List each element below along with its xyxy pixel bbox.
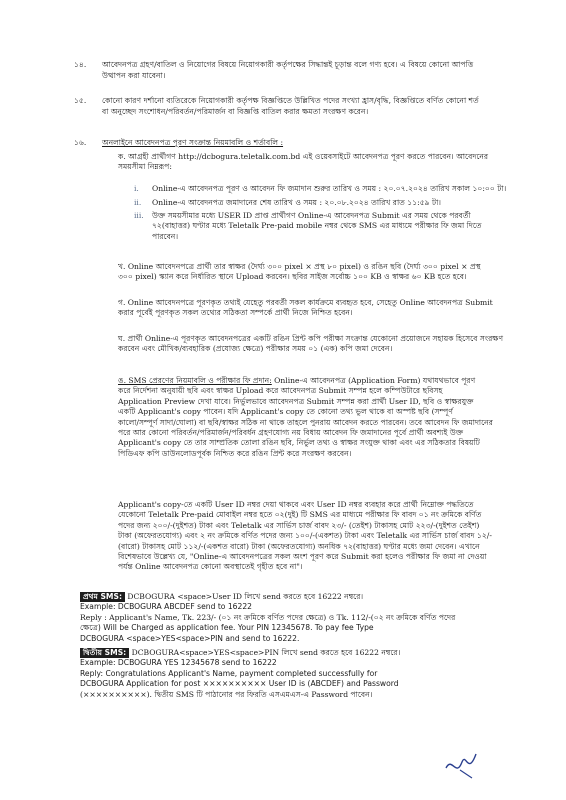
timeline-text: Online-এ আবেদনপত্র জমাদানের শেষ তারিখ ও সময় : ২০.০৮.২০২৪ তারিখ রাত ১১:৫৯ টা। xyxy=(152,198,442,207)
clause-number: ১৪. xyxy=(74,60,87,69)
second-sms-label: দ্বিতীয় SMS: xyxy=(80,648,129,658)
timeline-text: Online-এ আবেদনপত্র পূরণ ও আবেদন ফি জমাদান শুরুর তারিখ ও সময় : ২০.০৭.২০২৪ তারিখ সকাল ১০:০০ টা। xyxy=(152,184,507,193)
sub-clause-line: Online-এ আবেদনপত্র (Application Form) যথাযথভাবে পূরণ xyxy=(271,376,476,385)
sms-reply-line: DCBOGURA <space>YES<space>PIN and send to 16222. xyxy=(80,633,300,643)
sms-instruction: DCBOGURA<space>YES<space>PIN লিখে send করতে হবে 16222 নম্বরে। xyxy=(129,648,401,657)
timeline-text: ৭২(বাহাত্তর) ঘণ্টার মধ্যে Teletalk Pre-paid mobile নম্বর থেকে SMS এর মাধ্যমে পরীক্ষার ফি জমা দিতে xyxy=(152,221,482,231)
sub-clause-line: করবেন এবং মৌখিক/ব্যবহারিক (প্রযোজ্য ক্ষেত্রে) পরীক্ষার সময় ০১ (এক) কপি জমা দেবেন। xyxy=(118,344,393,354)
clause-15 xyxy=(0,96,566,120)
sub-clause-line: ঘ. প্রার্থী Online-এ পূরণকৃত আবেদনপত্রের একটি রঙিন প্রিন্ট কপি পরীক্ষা সংক্রান্ত যেকোনো প্রয়োজনে সহায়ক হিসেবে সংরক্ষণ xyxy=(118,334,504,343)
paragraph-line: বিশেষভাবে উল্লেখ্য যে, "Online-এ আবেদনপত্রের সকল অংশ পূরণ করে Submit করা হলেও পরীক্ষার ফি জমা না দেওয়া xyxy=(118,552,487,562)
sms-reply-line: DCBOGURA Application for post ×××××××××× User ID is (ABCDEF) and Password xyxy=(80,679,399,689)
clause-text-line: কোনো কারণ দর্শানো ব্যতিরেকে নিয়োগকারী কর্তৃপক্ষ বিজ্ঞপ্তিতে উল্লিখিত পদের সংখ্যা হ্রাস/বৃদ্ধি, বিজ্ঞপ্তিতে বর্ণিত কোনো শর্ত xyxy=(102,96,479,105)
sub-clause-line: সময়সীমা নিম্নরূপ: xyxy=(118,162,172,172)
sub-clause-line: ৩০০ pixel) স্ক্যান করে নির্ধারিত স্থানে Upload করবেন। ছবির সাইজ সর্বোচ্চ ১০০ KB ও স্বাক্ষর ৬০ KB হতে হবে। xyxy=(118,272,467,282)
clause-number: ১৬. xyxy=(74,138,87,147)
sub-clause-line: Applicant's copy তে তার সাম্প্রতিক তোলা রঙিন ছবি, নির্ভুল তথ্য ও স্বাক্ষর সংযুক্ত থাকা এবং এর সঠিকতার বিষয়টি xyxy=(118,438,480,448)
paragraph-line: Applicant's copy-তে একটি User ID নম্বর দেয়া থাকবে এবং User ID নম্বর ব্যবহার করে প্রার্থী নিম্নোক্ত পদ্ধতিতে xyxy=(118,500,474,509)
fee-paragraph xyxy=(118,500,558,573)
sms-reply-line: Reply : Applicant's Name, Tk. 223/- (০১ নং ক্রমিকে বর্ণিত পদের ক্ষেত্রে) ও Tk. 112/-(০২ নং ক্রমিকে বর্ণিত পদের xyxy=(80,612,456,622)
clause-text-line: আবেদনপত্র গ্রহণ/বাতিল ও নিয়োগের বিষয়ে নিয়োগকারী কর্তৃপক্ষের সিদ্ধান্তই চূড়ান্ত বলে গণ্য হবে। এ বিষয়ে কোনো আপত্তি xyxy=(102,60,474,69)
first-sms-label: প্রথম SMS: xyxy=(80,592,125,602)
paragraph-line: পদের জন্য ২০০/-(দুইশত) টাকা এবং Teletalk এর সার্ভিস চার্জ বাবদ ২৩/- (তেইশ) টাকাসহ মোট ২২৩/-(দুইশত তেইশ) xyxy=(118,520,480,530)
sub-clause-gha xyxy=(118,334,558,355)
first-sms-block xyxy=(80,592,550,644)
sms-reply-line: (××××××××××). দ্বিতীয় SMS টি পাঠানোর পর ফিরতি এসএমএস-এ Password পাবেন। xyxy=(80,689,373,699)
clause-number: ১৫. xyxy=(74,96,87,105)
sms-example: Example: DCBOGURA ABCDEF send to 16222 xyxy=(80,602,253,612)
sub-clause-line: পিডিএফ কপি ডাউনলোডপূর্বক নিশ্চিত করে রঙিন প্রিন্ট করে সংরক্ষণ করবেন। xyxy=(118,448,352,458)
roman-marker: iii. xyxy=(134,211,144,220)
clause-14 xyxy=(0,60,566,84)
clause-text-line: উত্থাপন করা যাবেনা। xyxy=(102,71,166,80)
clause-text-line: বা অনুচ্ছেদ সংশোধন/পরিবর্তন/পরিমার্জন বা বিজ্ঞপ্তি বাতিল করার ক্ষমতা সংরক্ষণ করেন। xyxy=(102,107,369,116)
sms-example: Example: DCBOGURA YES 12345678 send to 16222 xyxy=(80,658,277,668)
paragraph-line: টাকা (অফেরতযোগ্য) এবং ২ নং ক্রমিকে বর্ণিত পদের জন্য ১০০/-(একশত) টাকা এবং Teletalk এর সার্ভিস চার্জ বাবদ ১২/- xyxy=(118,531,492,541)
sub-clause-line: একটি Applicant's copy পাবেন। যদি Applicant's copy তে কোনো তথ্য ভুল থাকে বা অস্পষ্ট ছবি (সম্পূর্ণ xyxy=(118,407,453,417)
sub-clause-ga xyxy=(118,298,558,319)
second-sms-block xyxy=(80,648,550,700)
roman-marker: ii. xyxy=(134,198,142,207)
paragraph-line: (বারো) টাকাসহ মোট ১১২/-(একশত বারো) টাকা (অফেরতযোগ্য) অনধিক ৭২(বাহাত্তর) ঘণ্টার মধ্যে জমা দেবেন। এখানে xyxy=(118,541,480,551)
sms-rules-heading: ঙ. SMS প্রেরণের নিয়মাবলি ও পরীক্ষার ফি প্রদান: xyxy=(118,376,272,385)
sub-clause-line: খ. Online আবেদনপত্রে প্রার্থী তার স্বাক্ষর (দৈর্ঘ্য ৩০০ pixel × প্রস্থ ৮০ pixel) ও রঙিন ছবি (দৈর্ঘ্য ৩০০ pixel × প্রস্থ xyxy=(118,262,481,271)
sub-clause-line: করার পূর্বেই পূরণকৃত সকল তথ্যের সঠিকতা সম্পর্কে প্রার্থী নিজে নিশ্চিত হবেন। xyxy=(118,308,353,318)
sub-clause-line: গ. Online আবেদনপত্রে পূরণকৃত তথ্যই যেহেতু পরবর্তী সকল কার্যক্রমে ব্যবহৃত হবে, সেহেতু Online আবেদনপত্র Submit xyxy=(118,298,493,307)
clause-16 xyxy=(0,138,566,150)
sms-reply-line: ক্ষেত্রে) Will be Charged as application fee. Your PIN 12345678. To pay fee Type xyxy=(80,623,374,633)
sub-clause-ka xyxy=(118,152,558,173)
timeline-text: উক্ত সময়সীমার মধ্যে USER ID প্রাপ্ত প্রার্থীগণ Online-এ আবেদনপত্র Submit এর সময় থেকে পরবর্তী xyxy=(152,211,471,220)
sub-clause-umo xyxy=(118,376,558,459)
clause-heading: অনলাইনে আবেদনপত্র পূরণ সংক্রান্ত নিয়মাবলি ও শর্তাবলি : xyxy=(102,138,284,147)
signature-mark xyxy=(442,748,482,782)
timeline-item-iii xyxy=(134,211,554,242)
paragraph-line: যেকোনো Teletalk Pre-paid মোবাইল নম্বর হতে ০২(দুই) টি SMS এর মাধ্যমে পরীক্ষার ফি বাবদ ০১ নং ক্রমিকে বর্ণিত xyxy=(118,510,482,520)
timeline-item-i xyxy=(134,184,554,194)
sub-clause-line: ক. আগ্রহী প্রার্থীগণ http://dcbogura.teletalk.com.bd এই ওয়েবসাইটে আবেদনপত্র পূরণ করতে পারবেন। আবেদনের xyxy=(118,152,489,161)
sms-reply-line: Reply: Congratulations Applicant's Name, payment completed successfully for xyxy=(80,668,378,678)
sub-clause-line: পরে আর কোনো পরিবর্তন/পরিমার্জন/পরিবর্ধন গ্রহণযোগ্য নয় বিধায় আবেদন ফি জমাদানের পূর্বে প্রার্থী অবশ্যই উক্ত xyxy=(118,428,464,438)
paragraph-line: পর্যন্ত Online আবেদনপত্র কোনো অবস্থাতেই গৃহীত হবে না"। xyxy=(118,562,303,572)
sub-clause-kha xyxy=(118,262,558,283)
sub-clause-line: কালো/সম্পূর্ণ সাদা/ঘোলা) বা ছবি/স্বাক্ষর সঠিক না থাকে তাহলে পুনরায় আবেদন করতে পারবেন। তবে আবেদন ফি জমাদানের xyxy=(118,417,493,427)
timeline-text: পারবেন। xyxy=(152,231,179,241)
sms-instruction: DCBOGURA <space>User ID লিখে send করতে হবে 16222 নম্বরে। xyxy=(124,592,364,601)
sub-clause-line: করে নির্দেশনা অনুযায়ী ছবি এবং স্বাক্ষর Upload করে আবেদনপত্র Submit সম্পন্ন হলে কম্পিউটারে ছবিসহ xyxy=(118,386,443,396)
timeline-item-ii xyxy=(134,198,554,208)
sub-clause-line: Application Preview দেখা যাবে। নির্ভুলভাবে আবেদনপত্র Submit সম্পন্ন করা প্রার্থী User ID, ছবি ও স্বাক্ষরযুক্ত xyxy=(118,396,474,406)
roman-marker: i. xyxy=(134,184,139,193)
